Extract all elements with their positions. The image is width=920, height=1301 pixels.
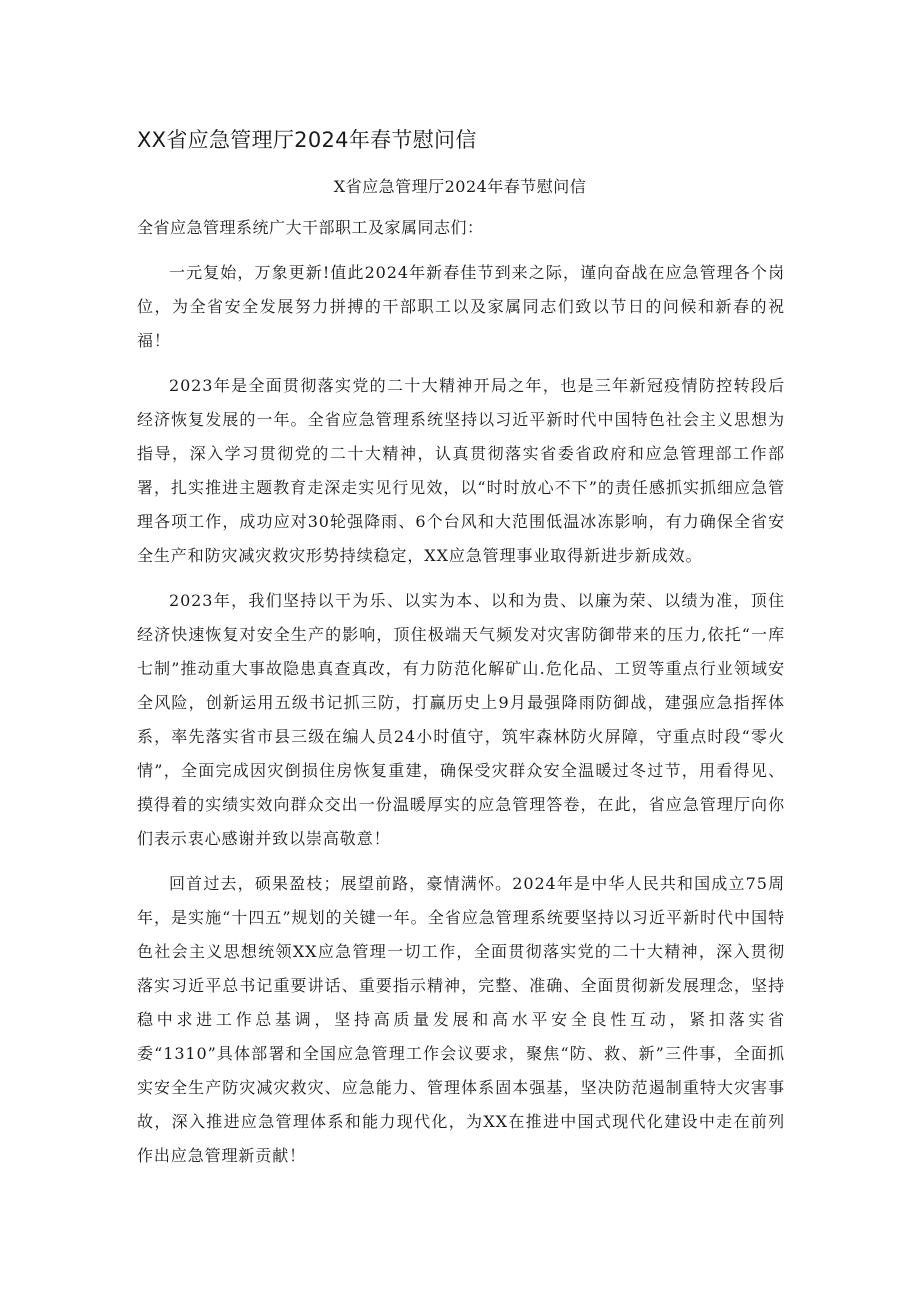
letter-title: X省应急管理厅2024年春节慰问信 [333,177,587,196]
paragraph-2024-outlook: 回首过去，硕果盈枝；展望前路，豪情满怀。2024年是中华人民共和国成立75周年，是实施“十四五”规划的关键一年。全省应急管理系统要坚持以习近平新时代中国特色社会主义思想统领XX应急管理一切工作，全面贯彻落实党的二十大精神，深入贯彻落实习近平总书记重要讲话、重要指示精神，完整、准确、全面贯彻新发展理念，坚持稳中求进工作总基调，坚持高质量发展和高水平安全良性互动，紧扣落实省委“1310”具体部署和全国应急管理工作会议要求，聚焦“防、救、新”三件事，全面抓实安全生产防灾减灾救灾、应急能力、管理体系固本强基，坚决防范遏制重特大灾害事故，深入推进应急管理体系和能力现代化，为XX在推进中国式现代化建设中走在前列作出应急管理新贡献！ [137,874,785,1165]
paragraph-greeting: 一元复始，万象更新!值此2024年新春佳节到来之际，谨向奋战在应急管理各个岗位，为全省安全发展努力拼搏的干部职工以及家属同志们致以节日的问候和新春的祝福！ [137,263,785,350]
paragraph-2023-review: 2023年是全面贯彻落实党的二十大精神开局之年，也是三年新冠疫情防控转段后经济恢复发展的一年。全省应急管理系统坚持以习近平新时代中国特色社会主义思想为指导，深入学习贯彻党的二十大精神，认真贯彻落实省委省政府和应急管理部工作部署，扎实推进主题教育走深走实见行见效，以“时时放心不下”的责任感抓实抓细应急管理各项工作，成功应对30轮强降雨、6个台风和大范围低温冰冻影响，有力确保全省安全生产和防灾减灾救灾形势持续稳定，XX应急管理事业取得新进步新成效。 [137,376,785,565]
letter-body [137,256,785,1184]
document-title: XX省应急管理厅2024年春节慰问信 [137,128,477,152]
salutation: 全省应急管理系统广大干部职工及家属同志们： [137,218,484,237]
paragraph-2023-achievements: 2023年，我们坚持以干为乐、以实为本、以和为贵、以廉为荣、以绩为准，顶住经济快速恢复对安全生产的影响，顶住极端天气频发对灾害防御带来的压力,依托“一库七制”推动重大事故隐患真查真改，有力防范化解矿山.危化品、工贸等重点行业领域安全风险，创新运用五级书记抓三防，打赢历史上9月最强降雨防御战，建强应急指挥体系，率先落实省市县三级在编人员24小时值守，筑牢森林防火屏障，守重点时段“零火情”，全面完成因灾倒损住房恢复重建，确保受灾群众安全温暖过冬过节，用看得见、摸得着的实绩实效向群众交出一份温暖厚实的应急管理答卷，在此，省应急管理厅向你们表示衷心感谢并致以崇高敬意！ [137,591,785,848]
